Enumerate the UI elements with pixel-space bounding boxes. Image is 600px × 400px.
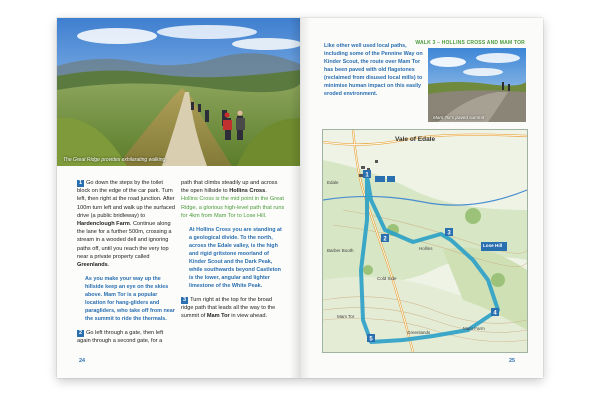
book-gutter [290, 18, 310, 378]
step-text: Turn right at the top for the broad ridge path that leads all the way to the summit of [181, 297, 276, 320]
map-label-greenlands: Greenlands [407, 330, 431, 335]
place-name: Greenlands [77, 262, 108, 269]
step-text: . Continue along the lane for a further 500m, crossing a stream in a wooded dell and ignoring paths off, until you reach the very top near a private property called [77, 221, 172, 260]
step-3 [181, 296, 285, 321]
right-page [300, 18, 543, 378]
step-1 [77, 179, 175, 269]
geology-callout: At Hollins Cross you are standing at a geological divide. To the north, across the Edale valley, is the high and rigid gritstone moorland of Kinder Scout and the Dark Peak, while southwards beyond Castleton is the lower, angular and lighter limestone of the White Peak. [189, 227, 282, 290]
map-label-cold-side: Cold Side [377, 276, 397, 281]
step-number: 1 [79, 180, 83, 186]
map-label-lose-hill: Lose Hill [483, 243, 503, 248]
step-text: in view ahead. [229, 313, 268, 320]
map-label-mam-farm: Mam Farm [463, 326, 485, 331]
photo-caption: The Great Ridge provides exhilarating walking [63, 157, 166, 163]
walk-header: WALK 3 – HOLLINS CROSS AND MAM TOR [415, 40, 525, 46]
waypoint-3: 3 [447, 230, 451, 237]
step-text: Go down the steps by the toilet block on the edge of the car park. Turn left, then right at the road junction. After 100m turn left and walk up the surfaced drive (a public bridleway) to [77, 180, 175, 219]
step-2 [77, 329, 175, 345]
map-label-mam-tor: Mam Tor [337, 314, 355, 319]
place-name: Mam Tor [206, 313, 230, 320]
summit-caption: Mam Tor's paved summit [433, 115, 484, 120]
summit-photo [428, 48, 526, 122]
para-text: path that climbs steadily up and across the open hillside to [181, 180, 278, 195]
place-name: Hardenclough Farm [77, 221, 130, 228]
step-number: 3 [183, 297, 187, 304]
para-text: . [265, 188, 267, 195]
waypoint-2: 2 [383, 236, 387, 243]
open-book [57, 18, 543, 378]
right-column [181, 179, 285, 325]
page-number-left: 24 [79, 358, 85, 364]
route-map [322, 129, 528, 353]
page-number-right: 25 [509, 358, 515, 364]
step-text: Go left through a gate, then left again through a second gate, for a [77, 330, 164, 345]
waypoint-4: 4 [493, 310, 497, 317]
hang-glider-callout: As you make your way up the hillside keep an eye on the skies above. Mam Tor is a popular location for hang-gliders and paragliders, who take off from near the summit to ride the thermals. [85, 276, 175, 323]
map-label-edale: Edale [327, 180, 339, 185]
hollins-paragraph [181, 179, 285, 220]
map-label-barber-booth: Barber Booth [327, 248, 354, 253]
map-title: Vale of Edale [395, 136, 436, 143]
ridge-photo [57, 18, 300, 166]
waypoint-1: 1 [365, 172, 369, 179]
intro-text: Like other well used local paths, including some of the Pennine Way on Kinder Scout, the route over Mam Tor has been paved with old flagstones (reclaimed from disused local mills) to minimise human impact on this easily eroded environment. [324, 43, 423, 97]
place-name: Hollins Cross [229, 188, 266, 195]
left-page [57, 18, 300, 378]
waypoint-5: 5 [369, 336, 373, 343]
step-text: . [107, 262, 110, 269]
left-column [77, 179, 175, 350]
green-highlight: Hollins Cross is the mid point in the Great Ridge, a glorious high-level path that runs for 4km from Mam Tor to Lose Hill. [181, 196, 285, 219]
map-label-hollins: Hollins [419, 246, 433, 251]
step-number: 2 [79, 330, 83, 337]
